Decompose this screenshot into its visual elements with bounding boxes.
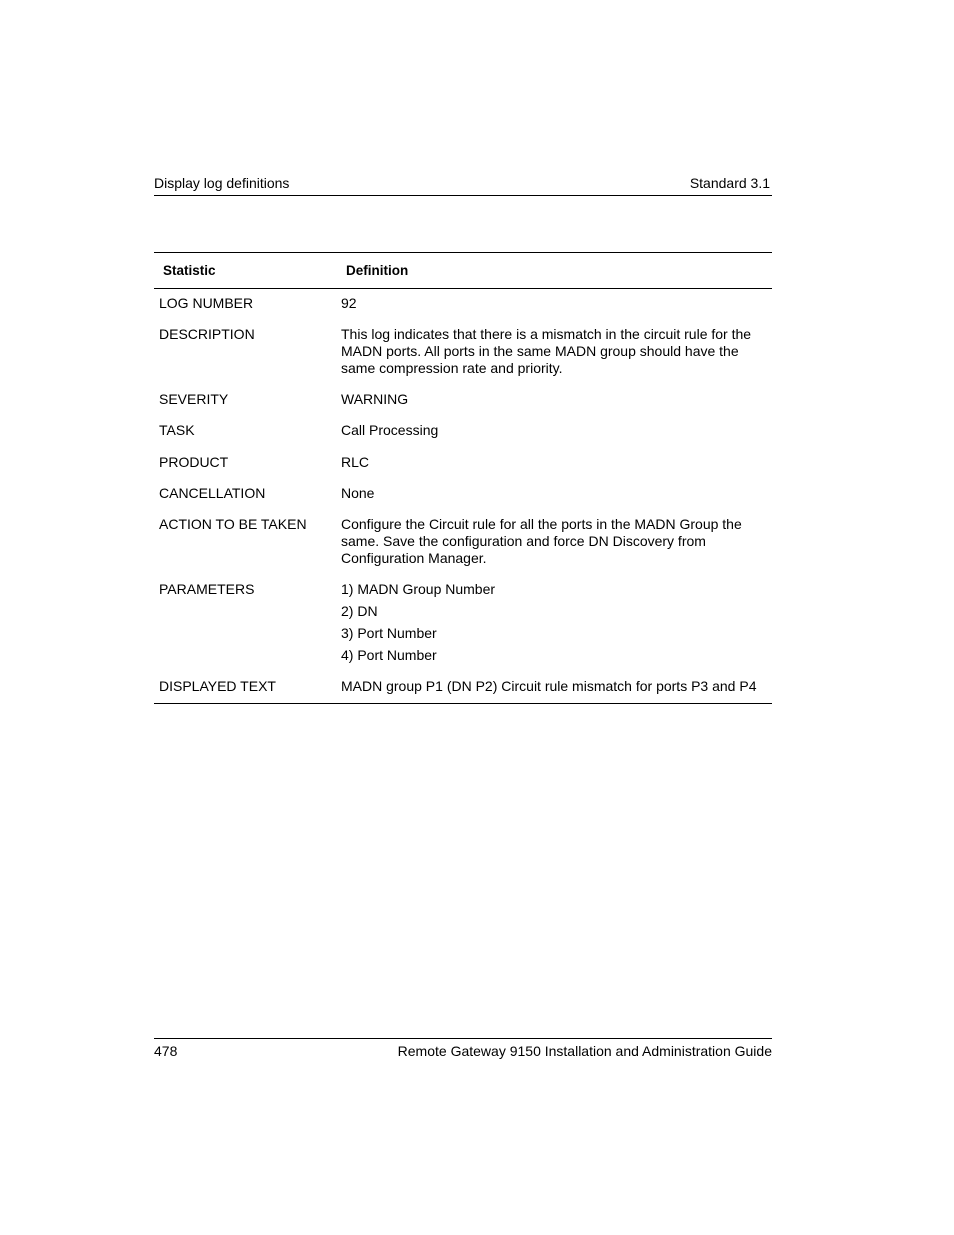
column-header-definition: Definition [346, 263, 409, 278]
row-statistic: TASK [159, 422, 195, 438]
parameter-item: 4) Port Number [341, 647, 437, 663]
row-statistic: PARAMETERS [159, 581, 255, 597]
parameter-item: 1) MADN Group Number [341, 581, 496, 597]
page-number: 478 [154, 1043, 178, 1059]
row-definition: RLC [341, 454, 370, 470]
header-section-title: Display log definitions [154, 175, 290, 191]
row-definition: Call Processing [341, 422, 439, 438]
row-statistic: ACTION TO BE TAKEN [159, 516, 307, 532]
row-definition: WARNING [341, 391, 409, 407]
row-statistic: DESCRIPTION [159, 326, 255, 342]
row-statistic: DISPLAYED TEXT [159, 678, 276, 694]
page-footer [154, 1038, 772, 1059]
guide-title: Remote Gateway 9150 Installation and Administration Guide [397, 1043, 772, 1059]
table-header [154, 253, 772, 289]
row-statistic: LOG NUMBER [159, 295, 254, 311]
page-header [154, 174, 772, 196]
row-definition: This log indicates that there is a mismatch in the circuit rule for the MADN ports. All ports in the same MADN group should have the same compression rate and priority. [341, 326, 752, 376]
row-statistic: CANCELLATION [159, 485, 266, 501]
header-standard: Standard 3.1 [689, 175, 770, 191]
row-definition [341, 581, 766, 669]
row-statistic: SEVERITY [159, 391, 229, 407]
row-definition: MADN group P1 (DN P2) Circuit rule mismatch for ports P3 and P4 [341, 678, 757, 694]
parameter-item: 2) DN [341, 603, 378, 619]
column-header-statistic: Statistic [163, 263, 216, 278]
row-definition: Configure the Circuit rule for all the ports in the MADN Group the same. Save the configuration and force DN Discovery from Configuration Manager. [341, 516, 742, 566]
row-definition: None [341, 485, 375, 501]
row-definition: 92 [341, 295, 357, 311]
row-statistic: PRODUCT [159, 454, 229, 470]
log-definition-table [154, 252, 772, 704]
parameter-item: 3) Port Number [341, 625, 437, 641]
